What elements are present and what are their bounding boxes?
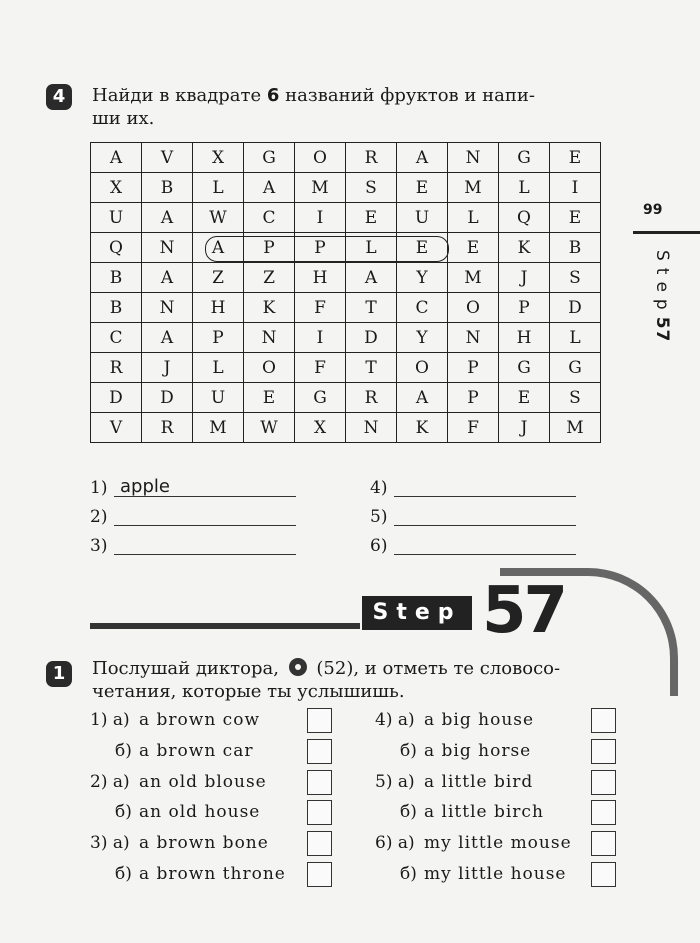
grid-cell: X	[193, 143, 244, 173]
answer-field[interactable]	[370, 478, 392, 502]
grid-cell: E	[397, 173, 448, 203]
grid-cell: Q	[499, 203, 550, 233]
grid-cell: M	[448, 173, 499, 203]
grid-cell: I	[295, 203, 346, 233]
option-checkbox[interactable]	[591, 862, 616, 887]
answer-line	[114, 525, 296, 526]
grid-cell: E	[397, 233, 448, 263]
grid-cell: Y	[397, 263, 448, 293]
option-label: 5) а)	[375, 771, 415, 792]
grid-cell: J	[499, 263, 550, 293]
grid-cell: T	[346, 353, 397, 383]
grid-cell: M	[448, 263, 499, 293]
grid-cell: N	[346, 413, 397, 443]
grid-row	[91, 263, 601, 293]
option-label: 1) а)	[90, 710, 130, 730]
option-label: б)	[400, 864, 417, 884]
grid-cell: J	[142, 353, 193, 383]
grid-cell: F	[448, 413, 499, 443]
grid-cell: B	[550, 233, 601, 263]
apple-circled-word	[205, 236, 449, 262]
grid-cell: A	[142, 263, 193, 293]
option-text: a little birch	[424, 802, 544, 823]
grid-cell: K	[499, 233, 550, 263]
answer-field[interactable]	[90, 507, 112, 531]
option-checkbox[interactable]	[307, 831, 332, 856]
exercise-4-badge: 4	[46, 84, 72, 110]
listening-option	[90, 772, 334, 796]
grid-cell: M	[550, 413, 601, 443]
grid-cell: D	[550, 293, 601, 323]
listening-option	[90, 741, 334, 765]
word-search-grid	[90, 142, 601, 443]
answer-value: apple	[120, 476, 170, 497]
grid-cell: P	[499, 293, 550, 323]
listening-option	[375, 864, 615, 888]
option-checkbox[interactable]	[307, 770, 332, 795]
grid-cell: A	[397, 383, 448, 413]
exercise-1-badge: 1	[46, 661, 72, 687]
answer-field[interactable]	[370, 536, 392, 560]
grid-cell: B	[91, 293, 142, 323]
grid-cell: I	[550, 173, 601, 203]
grid-cell: A	[142, 203, 193, 233]
grid-cell: Q	[91, 233, 142, 263]
grid-cell: I	[295, 323, 346, 353]
grid-cell: C	[91, 323, 142, 353]
option-text: a brown cow	[139, 710, 260, 730]
grid-cell: L	[550, 323, 601, 353]
grid-row	[91, 203, 601, 233]
answer-line	[394, 525, 576, 526]
option-text: a big house	[424, 710, 535, 730]
grid-cell: U	[91, 203, 142, 233]
grid-cell: L	[193, 173, 244, 203]
grid-row	[91, 143, 601, 173]
grid-cell: R	[91, 353, 142, 383]
grid-cell: G	[244, 143, 295, 173]
exercise-1-instruction: Послушай диктора, (52), и отметь те словосо- четания, которые ты услышишь.	[92, 658, 561, 702]
grid-cell: P	[244, 233, 295, 263]
grid-cell: P	[448, 353, 499, 383]
option-label: 4) а)	[375, 710, 415, 730]
option-text: an old blouse	[139, 771, 267, 792]
option-label: 6) а)	[375, 833, 415, 854]
answer-field[interactable]	[90, 476, 170, 502]
listening-option	[90, 864, 334, 888]
grid-row	[91, 413, 601, 443]
grid-cell: H	[499, 323, 550, 353]
listening-option	[375, 741, 615, 765]
answer-number: 3)	[90, 536, 108, 556]
listening-option	[375, 710, 615, 734]
grid-cell: E	[244, 383, 295, 413]
option-label: б)	[115, 740, 132, 761]
grid-cell: E	[499, 383, 550, 413]
grid-row	[91, 173, 601, 203]
option-checkbox[interactable]	[591, 831, 616, 856]
grid-cell: R	[346, 143, 397, 173]
exercise-4-instruction: Найди в квадрате 6 названий фруктов и напи- ши их.	[92, 85, 535, 129]
grid-cell: N	[448, 323, 499, 353]
grid-cell: G	[499, 353, 550, 383]
grid-cell: M	[295, 173, 346, 203]
listening-option	[90, 802, 334, 826]
grid-cell: A	[346, 263, 397, 293]
grid-cell: K	[397, 413, 448, 443]
grid-cell: O	[397, 353, 448, 383]
option-checkbox[interactable]	[591, 708, 616, 733]
option-checkbox[interactable]	[591, 770, 616, 795]
grid-row	[91, 323, 601, 353]
grid-cell: L	[499, 173, 550, 203]
grid-cell: A	[397, 143, 448, 173]
grid-cell: D	[142, 383, 193, 413]
grid-cell: B	[142, 173, 193, 203]
grid-cell: X	[91, 173, 142, 203]
grid-cell: E	[346, 203, 397, 233]
grid-cell: B	[91, 263, 142, 293]
answer-number: 4)	[370, 478, 388, 498]
grid-cell: V	[142, 143, 193, 173]
grid-cell: V	[91, 413, 142, 443]
grid-cell: D	[346, 323, 397, 353]
answer-line	[394, 554, 576, 555]
answer-number: 6)	[370, 536, 388, 556]
grid-cell: K	[244, 293, 295, 323]
grid-cell: O	[295, 143, 346, 173]
grid-cell: S	[346, 173, 397, 203]
side-rule	[633, 231, 700, 234]
step-header-label: Step	[362, 596, 472, 630]
grid-cell: S	[550, 263, 601, 293]
grid-cell: S	[550, 383, 601, 413]
grid-row	[91, 293, 601, 323]
grid-cell: U	[397, 203, 448, 233]
option-text: my little mouse	[424, 833, 572, 854]
option-checkbox[interactable]	[591, 739, 616, 764]
grid-cell: T	[346, 293, 397, 323]
grid-cell: G	[550, 353, 601, 383]
grid-cell: Y	[397, 323, 448, 353]
answer-field[interactable]	[370, 507, 392, 531]
step-header-bar	[90, 623, 360, 629]
grid-cell: Z	[193, 263, 244, 293]
page-number: 99	[643, 202, 663, 218]
answer-number: 1)	[90, 478, 108, 498]
option-text: a little bird	[424, 771, 534, 792]
option-text: an old house	[139, 802, 261, 823]
grid-cell: C	[244, 203, 295, 233]
listening-option	[375, 772, 615, 796]
grid-cell: C	[397, 293, 448, 323]
option-text: my little house	[424, 864, 567, 884]
grid-cell: H	[295, 263, 346, 293]
grid-cell: X	[295, 413, 346, 443]
grid-cell: R	[346, 383, 397, 413]
answer-line	[114, 554, 296, 555]
grid-cell: U	[193, 383, 244, 413]
grid-cell: O	[448, 293, 499, 323]
grid-cell: W	[244, 413, 295, 443]
grid-cell: L	[193, 353, 244, 383]
grid-cell: W	[193, 203, 244, 233]
grid-cell: A	[244, 173, 295, 203]
grid-cell: A	[193, 233, 244, 263]
option-checkbox[interactable]	[591, 800, 616, 825]
grid-cell: F	[295, 353, 346, 383]
grid-cell: J	[499, 413, 550, 443]
grid-cell: R	[142, 413, 193, 443]
option-text: a big horse	[424, 740, 532, 761]
grid-cell: M	[193, 413, 244, 443]
option-text: a brown bone	[139, 833, 269, 854]
answer-number: 2)	[90, 507, 108, 527]
grid-cell: N	[448, 143, 499, 173]
option-checkbox[interactable]	[307, 739, 332, 764]
grid-cell: E	[448, 233, 499, 263]
option-label: б)	[400, 802, 417, 823]
grid-cell: P	[448, 383, 499, 413]
grid-cell: G	[499, 143, 550, 173]
option-label: б)	[115, 802, 132, 823]
grid-cell: L	[346, 233, 397, 263]
option-label: 2) а)	[90, 771, 130, 792]
listening-option	[90, 833, 334, 857]
option-checkbox[interactable]	[307, 862, 332, 887]
answer-number: 5)	[370, 507, 388, 527]
grid-cell: P	[295, 233, 346, 263]
grid-cell: E	[550, 203, 601, 233]
option-checkbox[interactable]	[307, 800, 332, 825]
option-label: б)	[115, 864, 132, 884]
listening-option	[90, 710, 334, 734]
grid-cell: L	[448, 203, 499, 233]
option-text: a brown car	[139, 740, 254, 761]
grid-cell: G	[295, 383, 346, 413]
side-step-label: Step57	[652, 250, 672, 343]
grid-cell: N	[244, 323, 295, 353]
grid-cell: E	[550, 143, 601, 173]
grid-cell: A	[91, 143, 142, 173]
grid-cell: P	[193, 323, 244, 353]
grid-cell: H	[193, 293, 244, 323]
listening-option	[375, 833, 615, 857]
answer-field[interactable]	[90, 536, 112, 560]
grid-cell: Z	[244, 263, 295, 293]
option-checkbox[interactable]	[307, 708, 332, 733]
audio-cd-icon	[289, 658, 307, 676]
grid-cell: F	[295, 293, 346, 323]
grid-cell: D	[91, 383, 142, 413]
grid-cell: A	[142, 323, 193, 353]
answer-line	[394, 496, 576, 497]
option-label: 3) а)	[90, 833, 130, 854]
grid-cell: N	[142, 293, 193, 323]
grid-cell: N	[142, 233, 193, 263]
grid-row	[91, 383, 601, 413]
option-label: б)	[400, 740, 417, 761]
grid-cell: O	[244, 353, 295, 383]
option-text: a brown throne	[139, 864, 286, 884]
listening-option	[375, 802, 615, 826]
step-header-number: 57	[482, 574, 566, 648]
grid-row	[91, 353, 601, 383]
